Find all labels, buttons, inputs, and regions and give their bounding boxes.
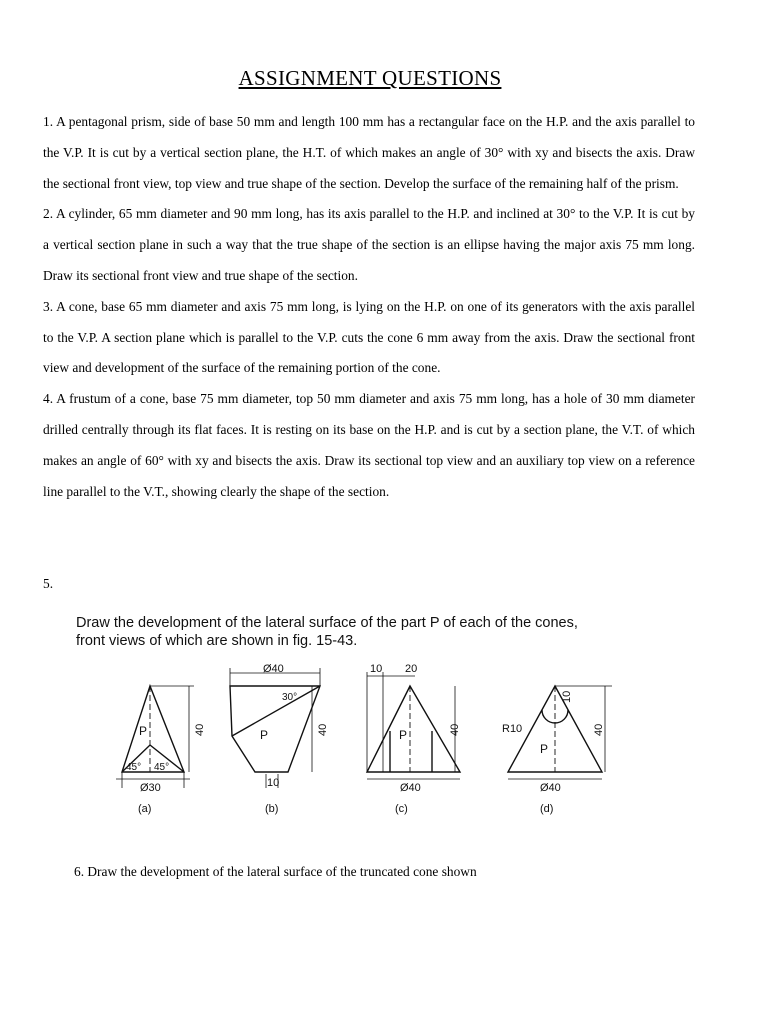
cone-d-radius: R10: [502, 723, 523, 735]
cone-d: [502, 686, 612, 815]
cone-a-angle-left: 45°: [126, 762, 142, 773]
cone-figure: [70, 606, 680, 826]
question-3: 3. A cone, base 65 mm diameter and axis 75 mm long, is lying on the H.P. on one of its generators with the axis parallel to the V.P. A section plane which is parallel to the V.P. cuts the cone 6 mm away from the axis. Draw the sectional front view and development of the surface of the remaining portion of the cone.: [43, 298, 695, 376]
cone-b-label: (b): [265, 803, 279, 815]
cone-a-label: (a): [138, 803, 152, 815]
cone-a: [116, 686, 206, 815]
cone-d-p-label: P: [540, 742, 549, 756]
figure-caption: [76, 614, 578, 650]
cone-c-diameter: Ø40: [400, 782, 421, 794]
question-2: 2. A cylinder, 65 mm diameter and 90 mm long, has its axis parallel to the H.P. and inclined at 30° to the V.P. It is cut by a vertical section plane in such a way that the true shape of the section is an ellipse having the major axis 75 mm long. Draw its sectional front view and true shape of the section.: [43, 206, 695, 283]
cone-a-height: 40: [194, 723, 206, 736]
cone-b-bottom: 10: [267, 777, 280, 789]
question-6: 6. Draw the development of the lateral surface of the truncated cone shown: [74, 864, 477, 879]
cone-b-top-diameter: Ø40: [263, 663, 284, 675]
question-5-number: 5.: [43, 576, 54, 591]
question-1: 1. A pentagonal prism, side of base 50 mm and length 100 mm has a rectangular face on the H.P. and the axis parallel to the V.P. It is cut by a vertical section plane, the H.T. of which makes an angle of 30° with xy and bisects the axis. Draw the sectional front view, top view and true shape of the section. Develop the surface of the remaining half of the prism.: [43, 114, 695, 191]
question-list: [43, 107, 695, 507]
cone-c-dim-1: 10: [370, 663, 383, 675]
cone-b-angle: 30°: [282, 692, 298, 703]
question-4: 4. A frustum of a cone, base 75 mm diameter, top 50 mm diameter and axis 75 mm long, has a hole of 30 mm diameter drilled centrally through its flat faces. It is resting on its base on the H.P. and is cut by a section plane, the V.T. of which makes an angle of 60° with xy and bisects the axis. Draw its sectional top view and an auxiliary top view on a reference line parallel to the V.T., showing clearly the shape of the section.: [43, 391, 695, 499]
cone-b-p-label: P: [260, 728, 269, 742]
cone-c: [367, 663, 461, 815]
cone-c-label: (c): [395, 803, 408, 815]
cone-d-diameter: Ø40: [540, 782, 561, 794]
cone-a-p-label: P: [139, 724, 148, 738]
cone-c-p-label: P: [399, 728, 408, 742]
cone-d-height: 40: [593, 723, 605, 736]
figure-caption-line-1: Draw the development of the lateral surface of the part P of each of the cones,: [76, 615, 578, 631]
cone-b-height: 40: [317, 723, 329, 736]
cone-c-dim-2: 20: [405, 663, 418, 675]
cone-b: [230, 663, 329, 815]
cone-d-dim-top: 10: [561, 690, 573, 703]
cone-a-angle-right: 45°: [154, 762, 170, 773]
cone-c-height: 40: [449, 723, 461, 736]
cone-d-label: (d): [540, 803, 554, 815]
figure-caption-line-2: front views of which are shown in fig. 15-43.: [76, 633, 358, 649]
cone-a-diameter: Ø30: [140, 782, 161, 794]
page-title: ASSIGNMENT QUESTIONS: [238, 66, 502, 90]
